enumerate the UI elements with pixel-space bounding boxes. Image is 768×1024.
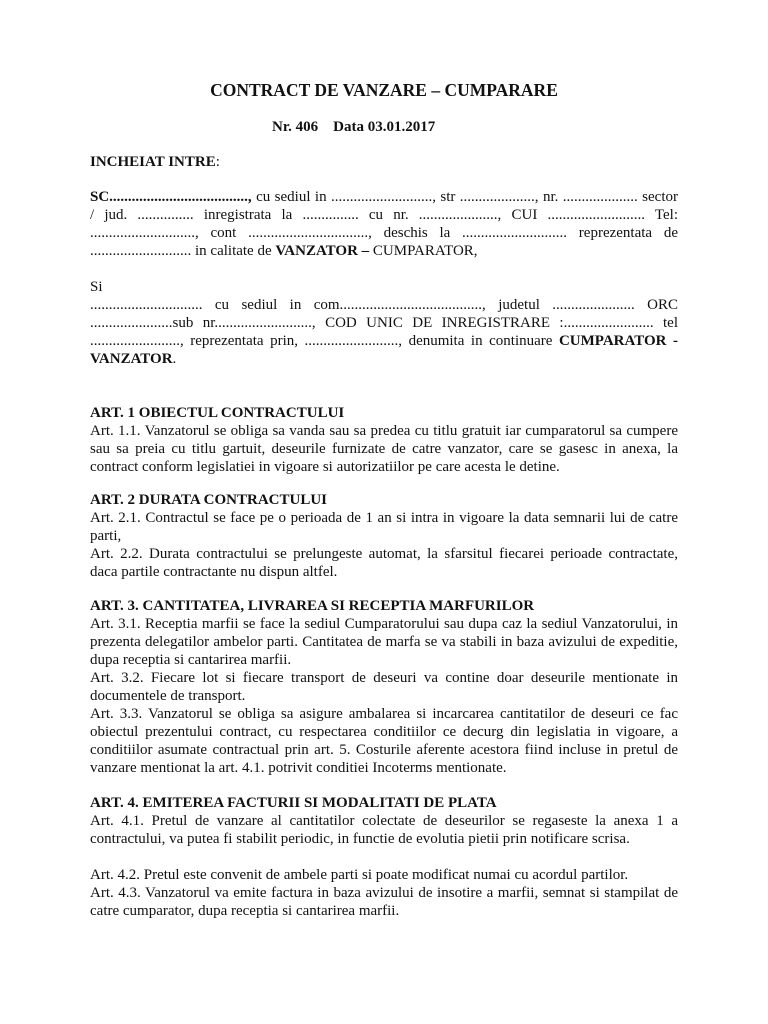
article-1	[90, 404, 678, 476]
incheiat-intre	[90, 153, 678, 171]
party1-sediul: cu sediul in ..........................., str ...................., nr. .................... sector	[251, 189, 678, 205]
paragraph-gap	[90, 848, 678, 866]
article-4-para-3: Art. 4.3. Vanzatorul va emite factura in baza avizului de insotire a marfii, semnat si stampilat de catre cumparator, dupa receptia si cantarirea marfii.	[90, 885, 678, 919]
article-3-heading: ART. 3. CANTITATEA, LIVRAREA SI RECEPTIA MARFURILOR	[90, 598, 535, 614]
article-2-heading: ART. 2 DURATA CONTRACTULUI	[90, 492, 327, 508]
party1-line1	[90, 188, 678, 206]
article-3-para-3: Art. 3.3. Vanzatorul se obliga sa asigure ambalarea si incarcarea cantitatilor de deseuri ce fac obiectul prezentului contract, cu respectarea conditiilor ce decurg din legislatia in vigoare, a conditiilor asumate contractual prin art. 5. Costurile aferente acestora fiind incluse in pretul de vanzare mentionat la art. 4.1. potrivit conditiei Incoterms mentionate.	[90, 706, 678, 776]
party1-line3: ............................, cont ................................, deschis la ............................ reprezentata de	[90, 225, 678, 241]
party1-line4	[90, 242, 678, 260]
party-1	[90, 188, 678, 260]
party2-role-bold-2: VANZATOR	[90, 351, 173, 367]
party2-role-bold-1: CUMPARATOR -	[558, 333, 678, 349]
party2-role-period: .	[172, 351, 177, 367]
party2-line1: .............................. cu sediul in com......................................, judetul ...................... ORC	[90, 297, 678, 313]
party2-line2: ......................sub nr.........................., COD UNIC DE INREGISTRARE :........................ tel	[90, 315, 678, 331]
article-3	[90, 597, 678, 777]
article-1-heading: ART. 1 OBIECTUL CONTRACTULUI	[90, 405, 345, 421]
party-2	[90, 278, 678, 368]
party1-role-rest: CUMPARATOR,	[369, 243, 478, 259]
article-4-para-2: Art. 4.2. Pretul este convenit de ambele parti si poate modificat numai cu acordul partilor.	[90, 867, 629, 883]
si-label: Si	[90, 279, 103, 295]
party1-line4-pre: ........................... in calitate de	[90, 243, 276, 259]
contract-number-date: Nr. 406 Data 03.01.2017	[272, 119, 436, 135]
article-4-heading: ART. 4. EMITEREA FACTURII SI MODALITATI DE PLATA	[90, 795, 497, 811]
article-4	[90, 794, 678, 920]
party1-line2: / jud. ............... inregistrata la ............... cu nr. ....................., CUI .......................... Tel:	[90, 207, 678, 223]
article-3-para-2: Art. 3.2. Fiecare lot si fiecare transport de deseuri va contine doar deseurile mentionate in documentele de transport.	[90, 670, 678, 704]
party2-line4	[90, 350, 678, 368]
document-title: CONTRACT DE VANZARE – CUMPARARE	[210, 80, 558, 100]
article-2-para-2: Art. 2.2. Durata contractului se prelungeste automat, la sfarsitul fiecarei perioade contractate, daca partile contractante nu dispun altfel.	[90, 546, 678, 580]
party2-line3-pre: ........................, reprezentata prin, ........................., denumita in continuare	[90, 333, 559, 349]
article-4-para-1: Art. 4.1. Pretul de vanzare al cantitatilor colectate de deseurilor se regaseste la anexa 1 a contractului, va putea fi stabilit periodic, in functie de evolutia pietii prin notificare scrisa.	[90, 813, 678, 847]
party1-role-bold: VANZATOR –	[275, 243, 370, 259]
article-3-para-1: Art. 3.1. Receptia marfii se face la sediul Cumparatorului sau dupa caz la sediul Vanzatorului, in prezenta delegatilor ambelor parti. Cantitatea de marfa se va stabili in baza avizului de expeditie, dupa receptia si cantarirea marfii.	[90, 616, 678, 668]
party2-line3	[90, 332, 678, 350]
party1-sc: SC.....................................,	[90, 189, 252, 205]
incheiat-colon: :	[215, 154, 220, 170]
article-1-para-1: Art. 1.1. Vanzatorul se obliga sa vanda sau sa predea cu titlu gratuit iar cumparatorul sa cumpere sau sa preia cu titlu gartuit, deseurile furnizate de catre vanzator, care se gasesc in anexa, la contract conform legislatiei in vigoare si autorizatiilor pe care acesta le detine.	[90, 423, 678, 475]
article-2	[90, 491, 678, 581]
article-2-para-1: Art. 2.1. Contractul se face pe o perioada de 1 an si intra in vigoare la data semnarii lui de catre parti,	[90, 510, 678, 544]
incheiat-label: INCHEIAT INTRE	[90, 154, 216, 170]
